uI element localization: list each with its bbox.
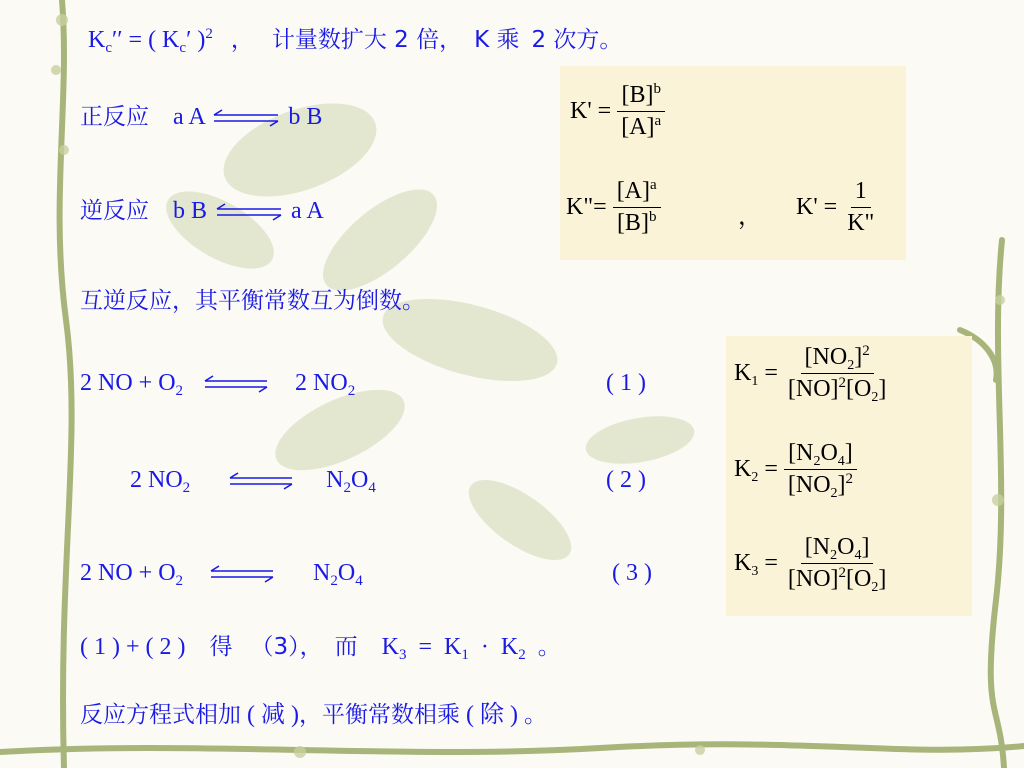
subscript: 2 [182, 480, 191, 496]
subscript: 4 [368, 480, 376, 496]
k1-fraction [784, 344, 890, 403]
k-double-prime-fraction [613, 178, 661, 237]
double-prime-mark: ′′ [112, 27, 123, 53]
reaction-1-tag: ( 1 ) [606, 370, 646, 396]
numerator [613, 178, 661, 208]
yields-text: 得 [209, 634, 233, 660]
denominator [613, 208, 661, 237]
comma: ， [230, 27, 254, 53]
equals-sign: = [764, 360, 778, 386]
reciprocal-statement: 互逆反应，其平衡常数互为倒数。 [80, 288, 425, 314]
denominator [784, 564, 890, 593]
equilibrium-constants-box [726, 336, 972, 616]
reaction-2 [130, 465, 376, 495]
k3-symbol: K [381, 634, 399, 660]
k-prime-lhs: K' = [570, 98, 612, 124]
bracket: ] [861, 534, 870, 560]
k-multiply-text: K 乘 [474, 27, 520, 53]
reciprocal-fraction [843, 178, 878, 237]
add-equations-text: 反应方程式相加 [80, 702, 241, 728]
subscript: 2 [871, 390, 879, 405]
subscript: 2 [871, 580, 879, 595]
subscript: 2 [830, 548, 838, 563]
equilibrium-arrow-icon [210, 109, 282, 127]
product-o: O [351, 467, 369, 493]
o2-concentration: [O [846, 376, 872, 402]
numerator [801, 344, 874, 374]
equals-sign: = [764, 550, 778, 576]
equals-sign: = [128, 27, 143, 53]
a-concentration: [A] [621, 114, 655, 140]
k2-fraction [784, 440, 857, 499]
b-concentration: [B] [616, 210, 649, 236]
subscript: 2 [175, 573, 184, 589]
equals-sign: = [418, 634, 433, 660]
bracket: ] [837, 472, 846, 498]
k-open-paren: ( K [148, 27, 180, 53]
subtract-paren: ( 减 ) [247, 702, 299, 728]
bracket: ] [854, 344, 863, 370]
reactants: 2 NO + O [80, 370, 176, 396]
exponent: 2 [862, 343, 870, 359]
product-n: N [326, 467, 344, 493]
subscript: 2 [347, 383, 356, 399]
reciprocal-formula [796, 178, 878, 237]
multiply-constants-text: ，平衡常数相乘 [298, 702, 460, 728]
k1-symbol: K [444, 634, 462, 660]
subscript: 4 [837, 454, 845, 469]
subscript: 1 [461, 647, 469, 663]
reaction-1 [80, 368, 355, 398]
subscript: 2 [847, 358, 855, 373]
product-n: N [313, 560, 331, 586]
divide-paren: ( 除 ) [465, 702, 518, 728]
a-concentration: [A] [616, 178, 651, 204]
reverse-reaction [80, 196, 324, 226]
subscript: 4 [355, 573, 363, 589]
equals-sign: = [764, 456, 778, 482]
denominator [617, 112, 665, 141]
reverse-product: a A [291, 198, 324, 224]
k2-formula [734, 440, 857, 499]
forward-product: b B [288, 104, 323, 130]
reaction-3-ref: （3）， [250, 634, 323, 660]
exponent-a: a [650, 177, 657, 193]
k2-symbol: K [734, 456, 752, 482]
and-text: 而 [334, 634, 358, 660]
n2o4-concentration: [N [804, 534, 831, 560]
subscript: 2 [813, 454, 821, 469]
reciprocal-constants-box [560, 66, 906, 260]
multiplication-statement [80, 700, 547, 730]
reverse-reactant: b B [173, 198, 208, 224]
subscript: 2 [330, 573, 338, 589]
numerator [617, 82, 665, 112]
b-concentration: [B] [621, 82, 654, 108]
k-double-prime: K [88, 27, 106, 53]
subscript: 2 [830, 486, 838, 501]
subscript: 3 [751, 564, 759, 579]
subscript: 1 [751, 374, 759, 389]
numerator [801, 534, 874, 564]
multiply-dot: · [480, 634, 489, 660]
o2-concentration: [O [846, 566, 872, 592]
bracket: ] [878, 566, 887, 592]
k-double-prime-formula [566, 178, 661, 237]
k1-symbol: K [734, 360, 752, 386]
k-double-prime-symbol: K" [566, 194, 594, 220]
exponent: 2 [838, 375, 847, 391]
bracket: ] [878, 376, 887, 402]
equilibrium-arrow-icon [226, 472, 296, 490]
equilibrium-arrow-icon [201, 375, 271, 393]
k1-formula [734, 344, 890, 403]
forward-reactant: a A [173, 104, 205, 130]
exponent-b: b [653, 81, 661, 97]
reactant: 2 NO [130, 467, 183, 493]
comma: ， [738, 204, 762, 230]
k3-symbol: K [734, 550, 752, 576]
scaling-rule-line [88, 25, 622, 55]
denominator [784, 470, 857, 499]
period: 。 [537, 634, 561, 660]
k-prime: K' [570, 98, 592, 124]
k-prime-formula [570, 82, 665, 141]
equilibrium-arrow-icon [207, 565, 277, 583]
k2-symbol: K [500, 634, 519, 660]
subscript: 4 [854, 548, 862, 563]
exponent: 2 [845, 471, 854, 487]
k-prime: K' [796, 194, 818, 220]
subscript: 2 [518, 647, 526, 663]
k3-lhs [734, 550, 778, 577]
reciprocal-lhs: K' = [796, 194, 838, 220]
reaction-sum: ( 1 ) + ( 2 ) [80, 634, 186, 660]
forward-reaction [80, 102, 322, 132]
numerator-one: 1 [851, 178, 871, 208]
k3-fraction [784, 534, 890, 593]
no2-concentration: [NO [804, 344, 848, 370]
numerator [784, 440, 857, 470]
bracket: ] [844, 440, 853, 466]
product: 2 NO [295, 370, 348, 396]
k2-lhs [734, 456, 778, 483]
subscript: 2 [751, 470, 759, 485]
comma-separator [738, 196, 762, 231]
k3-formula [734, 534, 890, 593]
denominator [784, 374, 890, 403]
square-exponent: 2 [205, 26, 213, 42]
close-paren: ) [197, 27, 206, 53]
reaction-2-tag: ( 2 ) [606, 467, 646, 493]
product-o: O [337, 560, 356, 586]
combination-line [80, 632, 561, 662]
subscript: 2 [175, 383, 184, 399]
prime-mark: ′ [186, 27, 192, 53]
subscript: 3 [399, 647, 407, 663]
n2o4-concentration: [N [788, 440, 814, 466]
reaction-3-tag: ( 3 ) [612, 560, 652, 586]
period: 。 [523, 702, 547, 728]
no-concentration: [NO] [787, 376, 839, 402]
no-concentration: [NO] [787, 566, 839, 592]
oxygen: O [820, 440, 838, 466]
denominator-k-double-prime: K" [847, 210, 875, 236]
stoich-doubled-text: 计量数扩大 2 倍， [271, 27, 463, 53]
power-text: 2 次方。 [531, 27, 623, 53]
k-double-prime-lhs: K"= [566, 194, 607, 220]
forward-label: 正反应 [80, 104, 149, 130]
exponent: 2 [838, 565, 847, 581]
reverse-label: 逆反应 [80, 198, 149, 224]
oxygen: O [837, 534, 855, 560]
exponent-a: a [654, 113, 662, 129]
k-prime-fraction [617, 82, 665, 141]
subscript-c-2: c [179, 40, 187, 56]
reaction-3 [80, 558, 363, 588]
subscript-c: c [105, 40, 113, 56]
reactants: 2 NO + O [80, 560, 176, 586]
subscript: 2 [343, 480, 352, 496]
k1-lhs [734, 360, 778, 387]
no2-concentration: [NO [787, 472, 831, 498]
equilibrium-arrow-icon [213, 203, 285, 221]
exponent-b: b [648, 209, 657, 225]
